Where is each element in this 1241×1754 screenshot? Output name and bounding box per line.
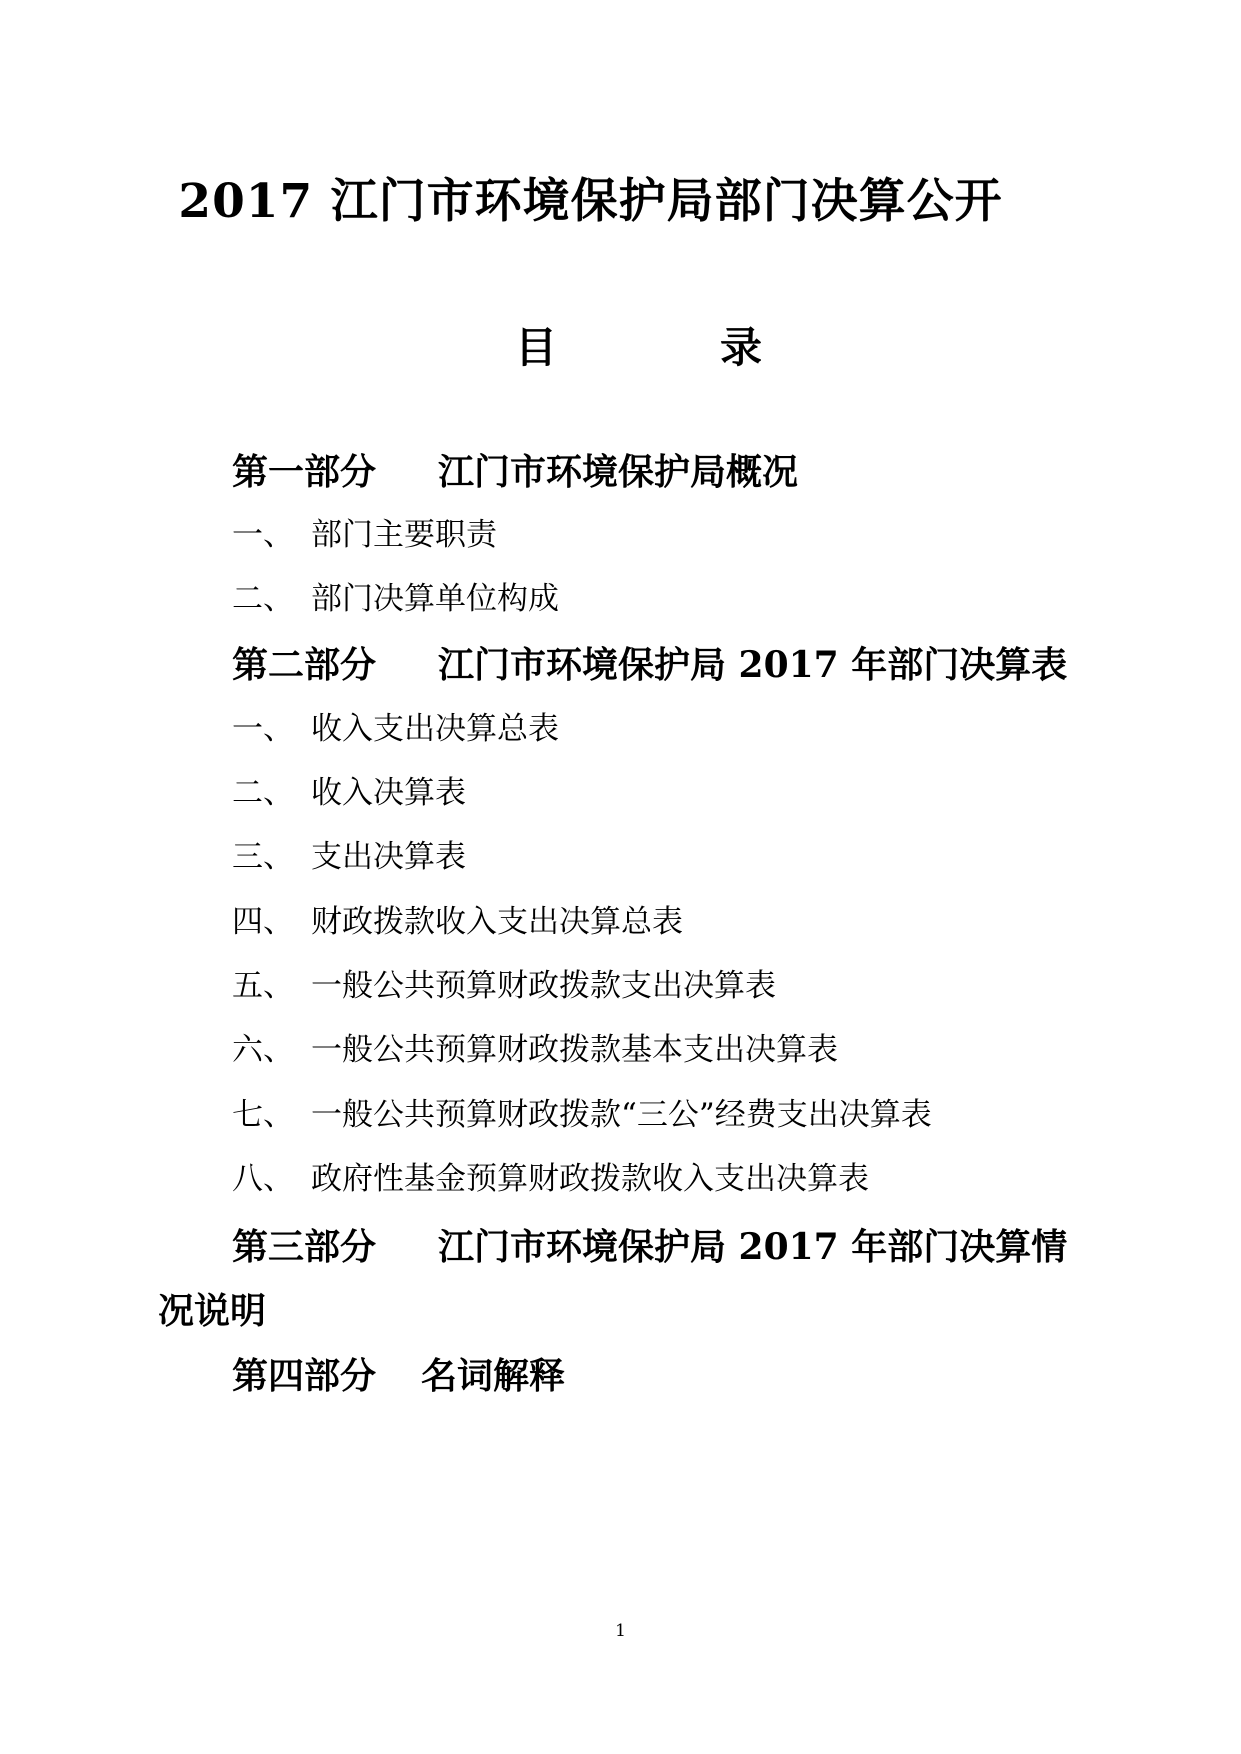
toc-item [232,835,466,879]
toc-item [232,513,497,557]
item-text: 部门决算单位构成 [311,581,559,617]
part-number: 第一部分 [232,451,377,493]
item-number: 三、 [232,839,294,875]
part-number: 第二部分 [232,644,377,686]
item-text: 一般公共预算财政拨款“三公”经费支出决算表 [311,1097,932,1133]
part-title: 江门市环境保护局 2017 年部门决算情 [438,1226,1068,1268]
toc-item [232,1157,869,1201]
item-number: 八、 [232,1161,294,1197]
item-number: 七、 [232,1097,294,1133]
page-number: 1 [615,1621,626,1641]
item-text: 部门主要职责 [311,517,497,553]
item-number: 六、 [232,1032,294,1068]
toc-item [232,771,466,815]
toc-heading-char-2: 录 [720,323,763,372]
part-number: 第三部分 [232,1226,377,1268]
toc-heading-char-1: 目 [515,323,558,372]
toc-part-3 [232,1222,1067,1272]
toc-item [232,577,559,621]
document-title: 2017 江门市环境保护局部门决算公开 [178,174,1003,229]
item-text: 收入支出决算总表 [311,711,559,747]
part-title: 江门市环境保护局概况 [438,451,799,493]
part-number: 第四部分 [232,1355,377,1397]
item-number: 四、 [232,904,294,940]
toc-part-4 [232,1351,565,1401]
toc-item [232,964,776,1008]
toc-item [232,1093,932,1137]
item-text: 支出决算表 [311,839,466,875]
part-title: 名词解释 [421,1355,566,1397]
item-number: 五、 [232,968,294,1004]
item-number: 一、 [232,517,294,553]
item-number: 二、 [232,775,294,811]
item-text: 收入决算表 [311,775,466,811]
part-title: 江门市环境保护局 2017 年部门决算表 [438,644,1068,686]
toc-part-3-continued: 况说明 [158,1290,267,1332]
item-number: 一、 [232,711,294,747]
item-text: 一般公共预算财政拨款支出决算表 [311,968,776,1004]
toc-heading [0,318,1241,378]
item-number: 二、 [232,581,294,617]
toc-item [232,900,683,944]
toc-part-2 [232,640,1067,690]
item-text: 政府性基金预算财政拨款收入支出决算表 [311,1161,869,1197]
item-text: 财政拨款收入支出决算总表 [311,904,683,940]
toc-item [232,707,559,751]
item-text: 一般公共预算财政拨款基本支出决算表 [311,1032,838,1068]
toc-item [232,1028,838,1072]
toc-part-1 [232,447,798,497]
